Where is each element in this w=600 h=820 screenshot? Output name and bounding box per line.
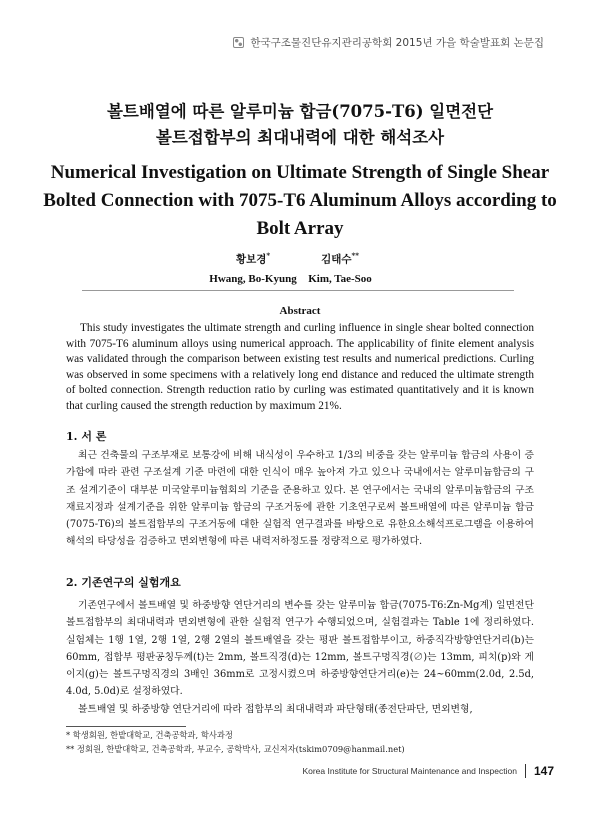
section-1-heading: 1. 서 론: [66, 430, 107, 443]
author-2-korean: 김태수**: [321, 251, 359, 266]
footnote-2: ** 정회원, 한밭대학교, 건축공학과, 부교수, 공학박사, 교신저자(tskim0709@hanmail.net): [66, 744, 405, 754]
title-divider: [82, 290, 514, 291]
abstract-text: This study investigates the ultimate strength and curling influence in single shear bolted connection with 7075-T6 aluminum alloys using numerical approach. The applicability of finite element analysis was validated through the comparison between existing test results and numerical predictions. Curling was observed in some specimens with a relatively long end distance and reduced the ultimate strength of bolted connection. Strength reduction ratio by curling was estimated quantitatively and it is known that curling caused the strength reduction by maximum 21%.: [66, 322, 534, 412]
page-number: 147: [533, 764, 554, 778]
footnote-rule: [66, 726, 186, 727]
journal-logo-icon: [233, 37, 244, 48]
section-2-paragraph-1: 기존연구에서 볼트배열 및 하중방향 연단거리의 변수를 갖는 알루미늄 합금(7075-T6:Zn-Mg계) 일면전단 볼트접합부의 최대내력과 면외변형에 관한 실험적 연구가 수행되었으며, 실험결과는 Table 1에 정리하였다. 실험체는 1행 1열, 2행 1열, 2행 2열의 볼트배열을 갖는 평판 볼트접합부이고, 하중직각방향연단거리(b)는 60mm, 접합부 평판공칭두께(t)는 2mm, 볼트직경(d)는 12mm, 볼트구멍직경(∅)는 13mm, 피치(p)와 게이지(g)는 볼트구멍직경의 3배인 36mm로 고정시켰으며 하중방향연단거리(e)는 24~60mm(2.0d, 2.5d, 4.0d, 5.0d)로 설정하였다.: [66, 600, 534, 698]
footer-organization: Korea Institute for Structural Maintenance and Inspection: [302, 766, 517, 776]
section-1-paragraph-1: 최근 건축물의 구조부재로 보통강에 비해 내식성이 우수하고 1/3의 비중을 갖는 알루미늄 합금의 사용이 증가함에 따라 관련 구조설계 기준 마련에 대한 인식이 매우 높아져 가고 있으나 국내에서는 알루미늄합금의 구조 설계기준이 대부분 미국알루미늄협회의 기준을 준용하고 있다. 본 연구에서는 국내의 알루미늄합금의 구조재료지정과 설계기준을 위한 알루미늄 합금의 구조거동에 관한 기초연구로써 볼트배열에 따른 알루미늄 합금(7075-T6)의 볼트접합부의 구조거동에 대한 실험적 연구결과를 바탕으로 유한요소해석프로그램을 이용하여 해석의 타당성을 검증하고 면외변형에 따른 내력저하정도를 정량적으로 평가하였다.: [66, 450, 534, 548]
page-footer: [302, 764, 554, 778]
journal-name: 한국구조물진단유지관리공학회 2015년 가을 학술발표회 논문집: [250, 37, 544, 49]
section-2-paragraph-2: 볼트배열 및 하중방향 연단거리에 따라 접합부의 최대내력과 파단형태(종전단파단, 면외변형,: [78, 704, 473, 715]
journal-header: [233, 35, 544, 50]
footnote-1: * 학생회원, 한밭대학교, 건축공학과, 학사과정: [66, 730, 233, 740]
footer-separator: [525, 764, 526, 778]
author-1-english: Hwang, Bo-Kyung: [209, 272, 297, 285]
author-1-korean: 황보경*: [235, 251, 271, 266]
section-2-heading: 2. 기존연구의 실험개요: [66, 576, 181, 589]
korean-title-line-1: 볼트배열에 따른 알루미늄 합금(7075-T6) 일면전단: [106, 102, 494, 121]
english-title: Numerical Investigation on Ultimate Strength of Single Shear Bolted Connection with 7075-T6 Aluminum Alloys according to Bolt Array: [43, 162, 557, 239]
author-2: [300, 251, 380, 285]
author-2-english: Kim, Tae-Soo: [308, 272, 372, 285]
korean-title-line-2: 볼트접합부의 최대내력에 대한 해석조사: [155, 128, 445, 147]
author-1: [208, 251, 298, 285]
abstract-heading: Abstract: [279, 305, 321, 317]
